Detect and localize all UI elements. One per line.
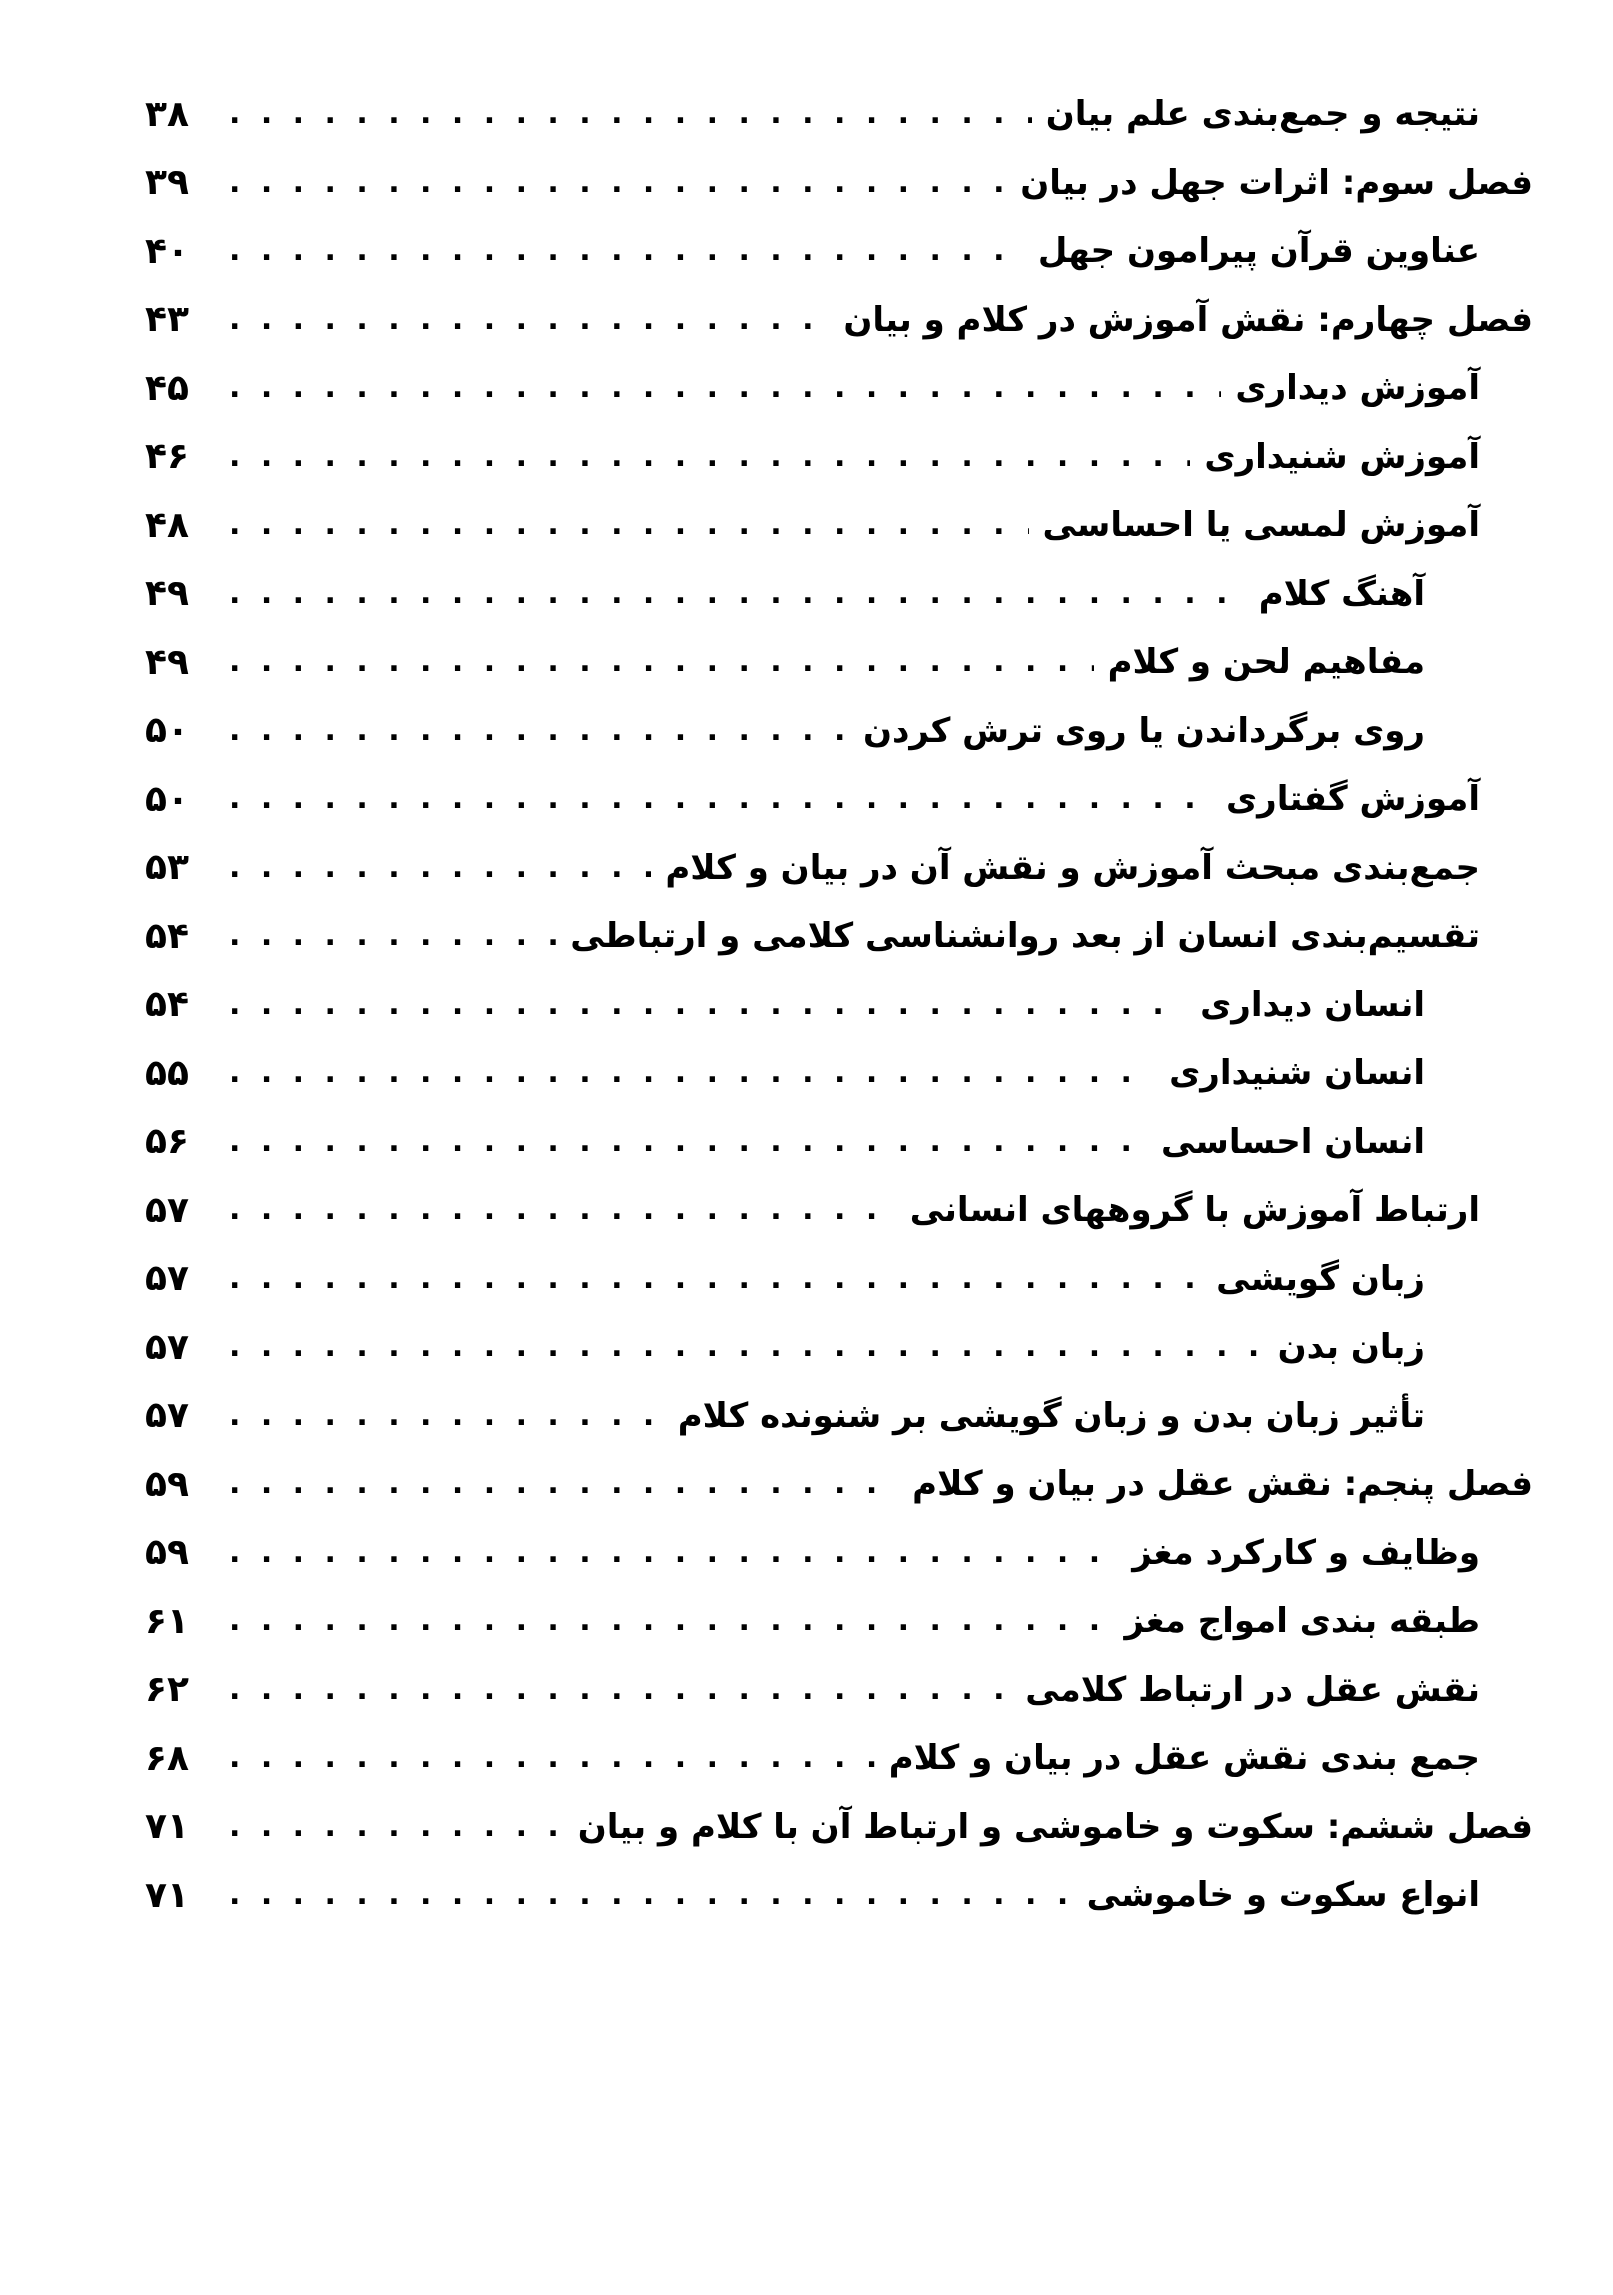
toc-entry-page: ۵۹	[145, 1532, 189, 1574]
dot-leader	[229, 1466, 898, 1502]
toc-entry-page: ۷۱	[145, 1874, 189, 1916]
toc-entry-title: زبان گویشی	[1216, 1258, 1425, 1299]
dot-leader	[229, 439, 1190, 475]
toc-entry-title: طبقه بندی امواج مغز	[1124, 1601, 1480, 1642]
toc-entry-title: آموزش لمسی یا احساسی	[1042, 505, 1480, 546]
dot-leader	[229, 1192, 896, 1228]
dot-leader	[229, 1055, 1155, 1091]
toc-subentry	[145, 1382, 1533, 1451]
toc-entry	[145, 765, 1533, 834]
toc-subentry	[145, 628, 1533, 697]
toc-entry-title: آموزش شنیداری	[1204, 436, 1480, 477]
dot-leader	[229, 644, 1094, 680]
toc-entry-page: ۵۷	[145, 1326, 189, 1368]
toc-entry-page: ۵۴	[145, 984, 189, 1026]
toc-subentry	[145, 1245, 1533, 1314]
toc-entry-page: ۳۸	[145, 93, 189, 135]
toc-entry-page: ۷۱	[145, 1806, 189, 1848]
dot-leader	[229, 850, 651, 886]
toc-entry-title: نقش عقل در ارتباط کلامی	[1025, 1669, 1480, 1710]
toc-subentry	[145, 1313, 1533, 1382]
dot-leader	[229, 96, 1032, 132]
toc-subentry	[145, 560, 1533, 629]
dot-leader	[229, 713, 849, 749]
toc-entry-title: جمع بندی نقش عقل در بیان و کلام	[888, 1738, 1480, 1779]
toc-entry-page: ۴۵	[145, 367, 189, 409]
toc-entry-title: زبان بدن	[1277, 1327, 1425, 1368]
toc-entry-page: ۴۹	[145, 573, 189, 615]
toc-entry-title: عناوین قرآن پیرامون جهل	[1037, 231, 1480, 272]
toc-entry-title: نتیجه و جمع‌بندی علم بیان	[1045, 94, 1480, 135]
dot-leader	[229, 576, 1245, 612]
toc-subentry	[145, 697, 1533, 766]
toc-entry-title: آهنگ کلام	[1258, 573, 1425, 614]
toc-entry-page: ۵۴	[145, 915, 189, 957]
toc-entry	[145, 1176, 1533, 1245]
toc-entry-page: ۶۲	[145, 1669, 189, 1711]
dot-leader	[229, 1740, 875, 1776]
toc-entry-page: ۴۹	[145, 641, 189, 683]
toc-entry	[145, 902, 1533, 971]
toc-entry-page: ۵۳	[145, 847, 189, 889]
toc-subentry	[145, 1039, 1533, 1108]
toc-subentry	[145, 1108, 1533, 1177]
toc-entry	[145, 1724, 1533, 1793]
toc-entry	[145, 217, 1533, 286]
toc-entry-page: ۶۸	[145, 1737, 189, 1779]
dot-leader	[229, 1603, 1110, 1639]
toc-entry-page: ۳۹	[145, 162, 189, 204]
toc-entry-title: انواع سکوت و خاموشی	[1086, 1875, 1480, 1916]
toc-entry-page: ۶۱	[145, 1600, 189, 1642]
toc-entry-page: ۵۷	[145, 1189, 189, 1231]
toc-entry-title: روی برگرداندن یا روی ترش کردن	[862, 710, 1425, 751]
toc-chapter-title: فصل سوم: اثرات جهل در بیان	[1020, 162, 1533, 203]
dot-leader	[229, 1261, 1202, 1297]
toc-entry-page: ۵۵	[145, 1052, 189, 1094]
dot-leader	[229, 302, 829, 338]
toc-chapter-entry	[145, 1450, 1533, 1519]
toc-chapter-entry	[145, 149, 1533, 218]
toc-entry-title: انسان شنیداری	[1169, 1053, 1425, 1094]
toc-entry	[145, 1656, 1533, 1725]
dot-leader	[229, 507, 1029, 543]
toc-entry	[145, 80, 1533, 149]
dot-leader	[229, 1329, 1264, 1365]
toc-entry	[145, 834, 1533, 903]
toc-entry	[145, 491, 1533, 560]
dot-leader	[229, 1672, 1011, 1708]
toc-entry-page: ۵۷	[145, 1395, 189, 1437]
dot-leader	[229, 781, 1212, 817]
dot-leader	[229, 165, 1006, 201]
toc-chapter-title: فصل ششم: سکوت و خاموشی و ارتباط آن با کلام و بیان	[577, 1806, 1533, 1847]
toc-entry-page: ۵۶	[145, 1121, 189, 1163]
toc-entry-page: ۴۸	[145, 504, 189, 546]
toc-entry-title: آموزش گفتاری	[1226, 779, 1480, 820]
toc-entry-title: وظایف و کارکرد مغز	[1132, 1532, 1480, 1573]
toc-entry-page: ۴۰	[145, 230, 189, 272]
toc-entry-title: آموزش دیداری	[1235, 368, 1480, 409]
dot-leader	[229, 1535, 1118, 1571]
toc-entry-title: جمع‌بندی مبحث آموزش و نقش آن در بیان و کلام	[665, 847, 1480, 888]
toc-entry-page: ۵۰	[145, 710, 189, 752]
toc-entry-title: ارتباط آموزش با گروههای انسانی	[909, 1190, 1480, 1231]
dot-leader	[229, 1398, 664, 1434]
toc-entry	[145, 423, 1533, 492]
dot-leader	[229, 370, 1221, 406]
toc-entry-title: انسان دیداری	[1200, 984, 1425, 1025]
toc-entry-title: مفاهیم لحن و کلام	[1107, 642, 1425, 683]
toc-entry-page: ۵۰	[145, 778, 189, 820]
toc-entry-page: ۴۶	[145, 436, 189, 478]
toc-chapter-entry	[145, 286, 1533, 355]
toc-entry-page: ۴۳	[145, 299, 189, 341]
toc-chapter-title: فصل چهارم: نقش آموزش در کلام و بیان	[843, 299, 1533, 340]
toc-entry	[145, 1587, 1533, 1656]
toc-entry-title: تأثیر زبان بدن و زبان گویشی بر شنونده کلام	[677, 1395, 1425, 1436]
toc-chapter-title: فصل پنجم: نقش عقل در بیان و کلام	[912, 1464, 1533, 1505]
dot-leader	[229, 1877, 1073, 1913]
toc-entry	[145, 1519, 1533, 1588]
toc-entry-title: تقسیم‌بندی انسان از بعد روانشناسی کلامی و ارتباطی	[570, 916, 1480, 957]
toc-entry-page: ۵۹	[145, 1463, 189, 1505]
toc-entry-title: انسان احساسی	[1161, 1121, 1425, 1162]
toc-chapter-entry	[145, 1793, 1533, 1862]
toc-entry	[145, 354, 1533, 423]
toc-entry-page: ۵۷	[145, 1258, 189, 1300]
toc-subentry	[145, 971, 1533, 1040]
toc-entry	[145, 1861, 1533, 1930]
dot-leader	[229, 987, 1186, 1023]
dot-leader	[229, 233, 1024, 269]
dot-leader	[229, 1809, 564, 1845]
toc-list	[145, 80, 1533, 1930]
dot-leader	[229, 918, 556, 954]
dot-leader	[229, 1124, 1147, 1160]
